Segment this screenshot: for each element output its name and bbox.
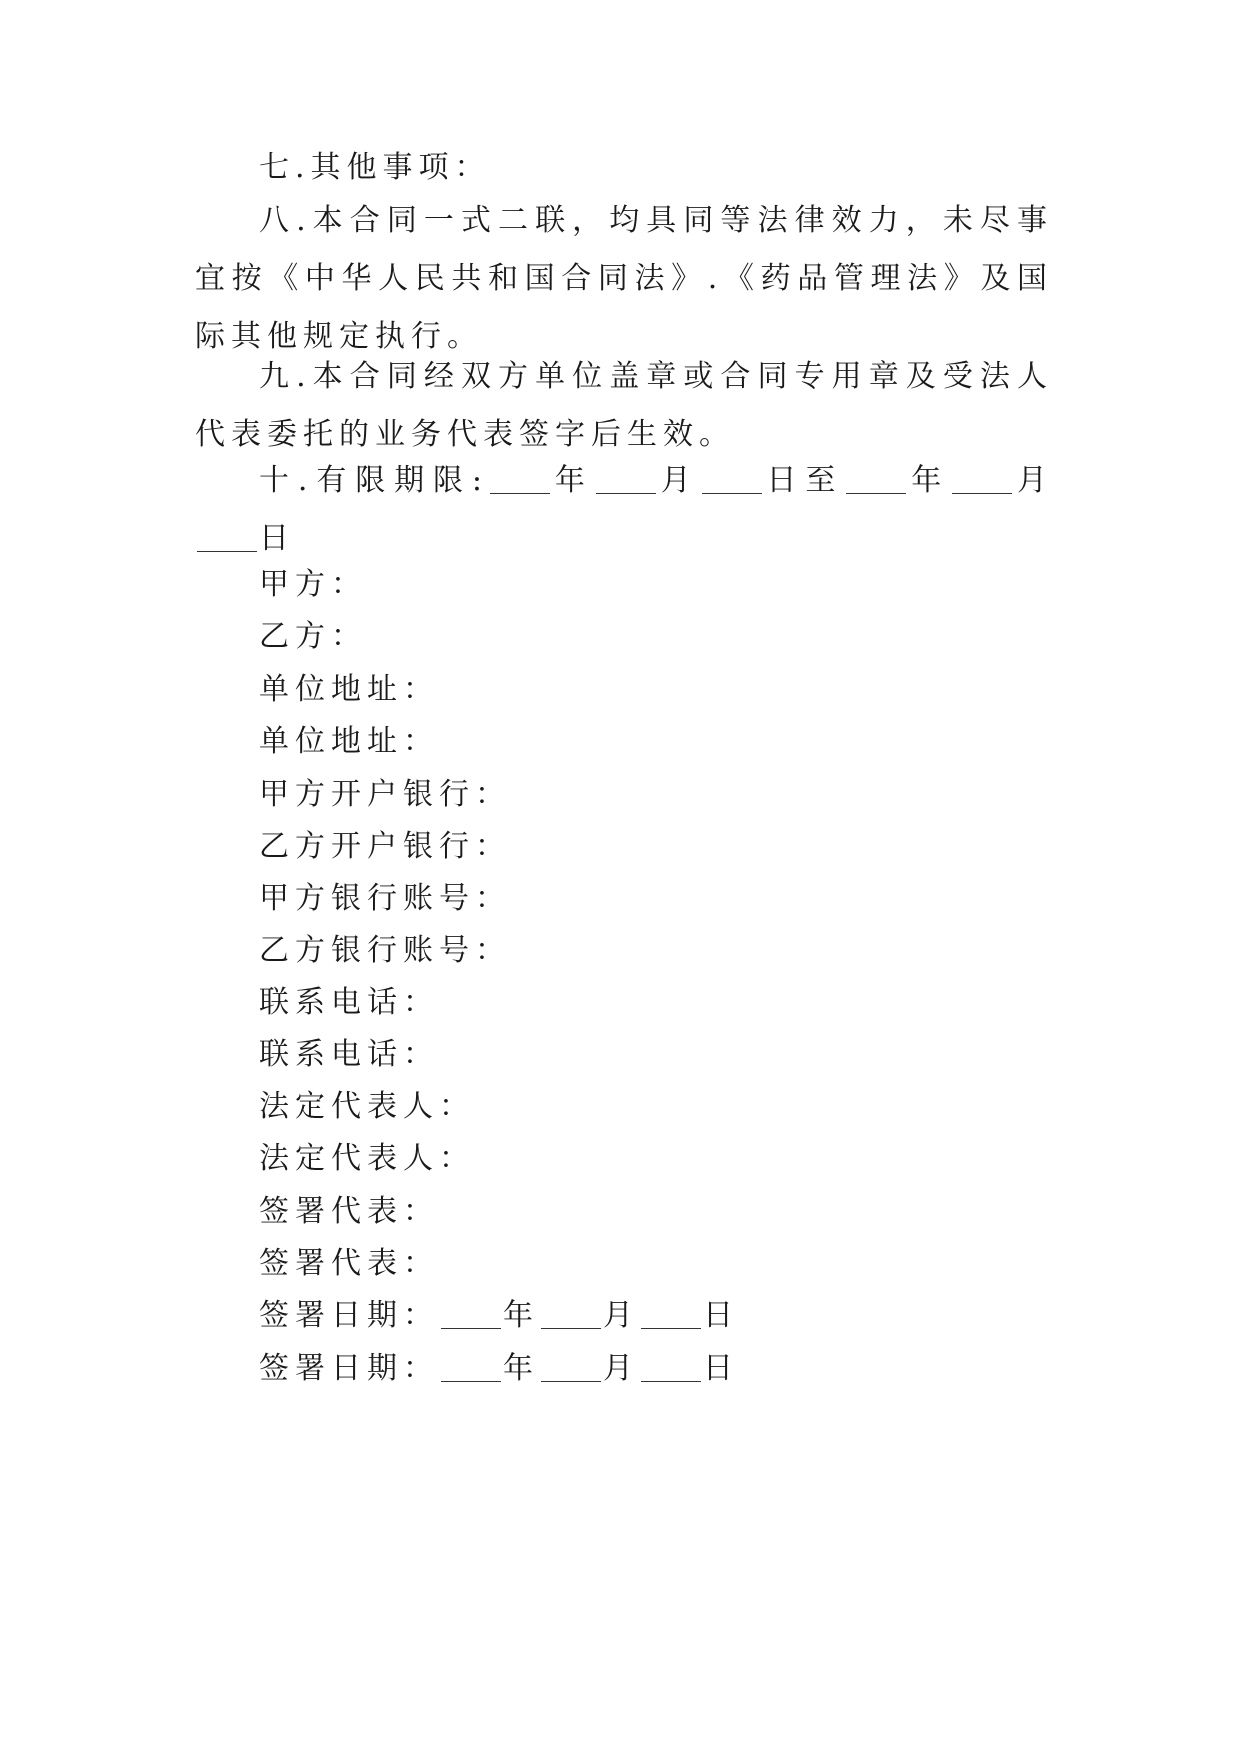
field-bank-a: 甲方开户银行：	[259, 777, 511, 812]
day-label: 日	[259, 521, 295, 556]
field-address-a: 单位地址：	[259, 672, 439, 707]
field-legal-rep-a: 法定代表人：	[259, 1089, 475, 1124]
blank-line	[441, 1298, 501, 1329]
field-bank-b: 乙方开户银行：	[259, 829, 511, 864]
field-signer-b: 签署代表：	[259, 1246, 439, 1281]
field-signer-a: 签署代表：	[259, 1194, 439, 1229]
blank-line	[702, 463, 762, 494]
blank-line	[197, 521, 257, 552]
blank-line	[490, 463, 550, 494]
month-label: 月	[603, 1298, 639, 1333]
sign-date-b	[259, 1340, 739, 1398]
field-phone-b: 联系电话：	[259, 1037, 439, 1072]
field-account-a: 甲方银行账号：	[259, 881, 511, 916]
month-label: 月	[603, 1351, 639, 1386]
blank-line	[641, 1298, 701, 1329]
year-label: 年	[503, 1351, 539, 1386]
field-address-b: 单位地址：	[259, 724, 439, 759]
blank-line	[541, 1351, 601, 1382]
sign-date-a	[259, 1287, 739, 1345]
field-party-b: 乙方：	[259, 619, 367, 654]
sign-date-label: 签署日期：	[259, 1298, 439, 1333]
blank-line	[596, 463, 656, 494]
sign-date-label: 签署日期：	[259, 1351, 439, 1386]
month-label: 月	[657, 463, 700, 498]
clause-nine: 九.本合同经双方单位盖章或合同专用章及受法人代表委托的业务代表签字后生效。	[195, 359, 1053, 452]
clause-seven: 七.其他事项：	[259, 150, 491, 185]
blank-line	[541, 1298, 601, 1329]
clause-ten	[195, 452, 1053, 568]
field-party-a: 甲方：	[259, 567, 367, 602]
day-label: 日	[703, 1298, 739, 1333]
field-legal-rep-b: 法定代表人：	[259, 1141, 475, 1176]
field-account-b: 乙方银行账号：	[259, 933, 511, 968]
year-label: 年	[503, 1298, 539, 1333]
year-label: 年	[908, 463, 951, 498]
blank-line	[952, 463, 1012, 494]
blank-line	[441, 1351, 501, 1382]
day-label: 日	[703, 1351, 739, 1386]
clause-ten-prefix: 十.有限期限:	[259, 463, 489, 498]
clause-eight: 八.本合同一式二联，均具同等法律效力，未尽事宜按《中华人民共和国合同法》.《药品管理法》及国际其他规定执行。	[195, 203, 1053, 354]
day-to-label: 日至	[763, 463, 845, 498]
year-label: 年	[552, 463, 594, 498]
blank-line	[846, 463, 906, 494]
field-phone-a: 联系电话：	[259, 985, 439, 1020]
blank-line	[641, 1351, 701, 1382]
month-label: 月	[1014, 463, 1054, 498]
